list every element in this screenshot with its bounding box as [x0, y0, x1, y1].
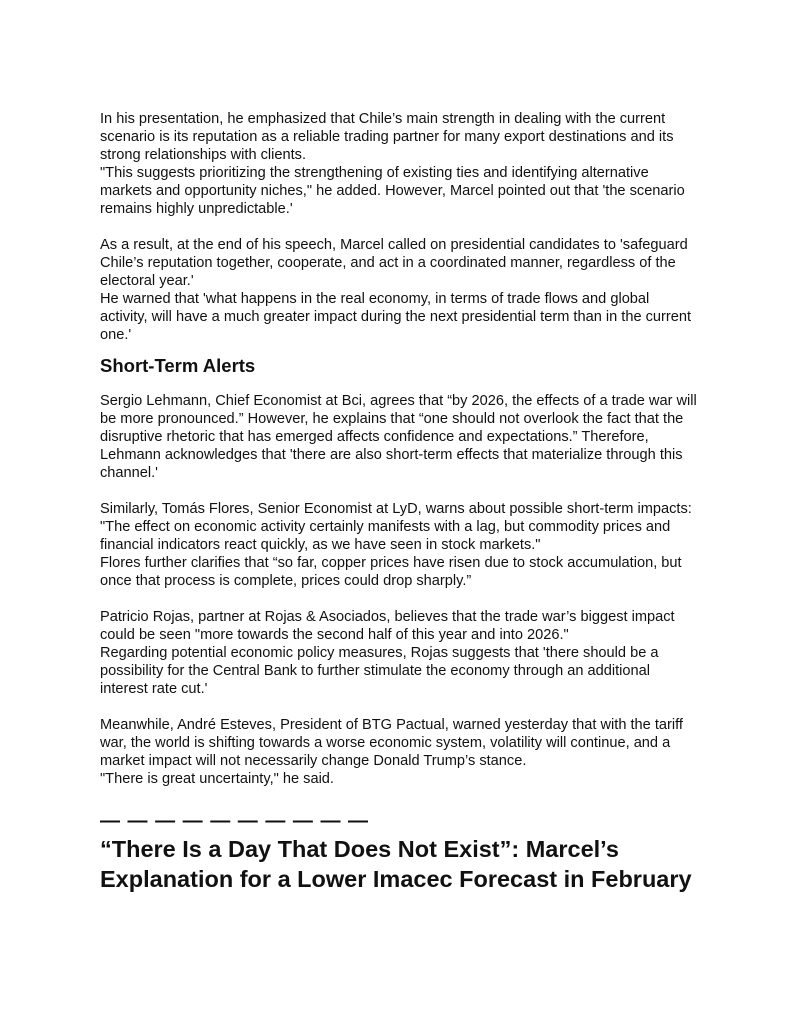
intro-paragraph-3: As a result, at the end of his speech, Marcel called on presidential candidates to 'safeguard Chile’s reputation together, cooperate, and act in a coordinated manner, regardless of the electoral year.'	[100, 237, 688, 289]
section-paragraph-1: Sergio Lehmann, Chief Economist at Bci, agrees that “by 2026, the effects of a trade war will be more pronounced.” However, he explains that “one should not overlook the fact that the disruptive rhetoric that has emerged affects confidence and expectations.” Therefore, Lehmann acknowledges that 'there are also short-term effects that materialize through this channel.'	[100, 393, 697, 481]
section-paragraph-7: Meanwhile, André Esteves, President of BTG Pactual, warned yesterday that with the tariff war, the world is shifting towards a worse economic system, volatility will continue, and a market impact will not necessarily change Donald Trump’s stance.	[100, 717, 683, 769]
intro-paragraph-4: He warned that 'what happens in the real economy, in terms of trade flows and global activity, will have a much greater impact during the next presidential term than in the current one.'	[100, 291, 692, 343]
section-paragraph-8: "There is great uncertainty," he said.	[100, 771, 334, 787]
section-paragraph-3: "The effect on economic activity certainly manifests with a lag, but commodity prices and financial indicators react quickly, as we have seen in stock markets."	[100, 519, 671, 553]
intro-paragraph-2: "This suggests prioritizing the strengthening of existing ties and identifying alternative markets and opportunity niches," he added. However, Marcel pointed out that 'the scenario remains highly unpredictable.'	[100, 165, 685, 217]
article-page	[100, 110, 700, 894]
section-divider: — — — — — — — — — —	[100, 810, 370, 832]
section-paragraph-6: Regarding potential economic policy measures, Rojas suggests that 'there should be a possibility for the Central Bank to further stimulate the economy through an additional interest rate cut.'	[100, 645, 659, 697]
next-article-headline: “There Is a Day That Does Not Exist”: Marcel’s Explanation for a Lower Imacec Forecast in February	[100, 836, 692, 892]
section-paragraph-5: Patricio Rojas, partner at Rojas & Asociados, believes that the trade war’s biggest impact could be seen "more towards the second half of this year and into 2026."	[100, 609, 675, 643]
section-paragraph-4: Flores further clarifies that “so far, copper prices have risen due to stock accumulation, but once that process is complete, prices could drop sharply.”	[100, 555, 682, 589]
section-heading: Short-Term Alerts	[100, 355, 256, 376]
section-paragraph-2: Similarly, Tomás Flores, Senior Economist at LyD, warns about possible short-term impacts:	[100, 501, 692, 517]
intro-paragraph-1: In his presentation, he emphasized that Chile’s main strength in dealing with the current scenario is its reputation as a reliable trading partner for many export destinations and its strong relationships with clients.	[100, 111, 674, 163]
